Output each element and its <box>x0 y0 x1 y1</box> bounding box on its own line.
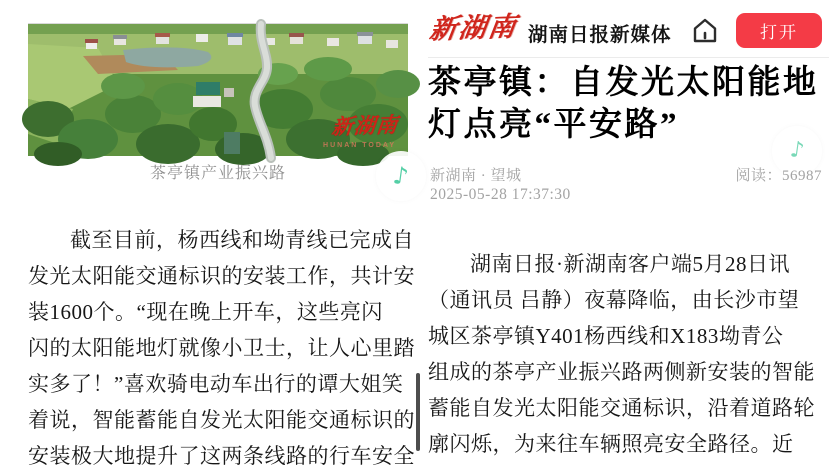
body-line: 闪的太阳能地灯就像小卫士，让人心里踏 <box>28 336 415 360</box>
music-note-icon: ♪ <box>788 137 806 164</box>
body-line: （通讯员 吕静）夜幕降临，由长沙市望 <box>428 288 800 312</box>
photo-watermark-subtext: HUNAN TODAY <box>323 142 396 149</box>
body-line: 组成的茶亭产业振兴路两侧新安装的智能 <box>428 360 815 384</box>
brand-name: 湖南日报新媒体 <box>528 25 672 46</box>
open-app-button[interactable]: 打开 <box>736 13 822 48</box>
body-line: 廓闪烁，为来往车辆照亮安全路径。近 <box>428 432 794 456</box>
title-line: 灯点亮“平安路” <box>428 107 679 143</box>
article-photo <box>28 23 408 155</box>
article-source: 新湖南 · 望城 <box>430 168 522 184</box>
body-line: 装1600个。“现在晚上开车，这些亮闪 <box>28 300 383 324</box>
xinhunan-logo[interactable]: 新湖南 <box>427 11 520 45</box>
article-datetime: 2025-05-28 17:37:30 <box>430 186 571 203</box>
floating-music-note-bubble <box>376 151 426 201</box>
body-line: 湖南日报·新湖南客户端5月28日讯 <box>470 252 790 276</box>
scroll-indicator-bar[interactable] <box>416 373 420 451</box>
read-count: 阅读：56987 <box>735 168 822 184</box>
body-line: 发光太阳能交通标识的安装工作，共计安 <box>28 264 415 288</box>
photo-caption: 茶亭镇产业振兴路 <box>149 165 286 182</box>
body-line: 城区茶亭镇Y401杨西线和X183坳青公 <box>428 324 784 348</box>
title-line: 茶亭镇：自发光太阳能地 <box>428 65 819 101</box>
article-column-right <box>428 246 826 456</box>
body-line: 着说，智能蓄能自发光太阳能交通标识的 <box>28 408 415 432</box>
body-line: 蓄能自发光太阳能交通标识，沿着道路轮 <box>428 396 815 420</box>
home-icon <box>690 16 720 46</box>
body-line: 实多了！”喜欢骑电动车出行的谭大姐笑 <box>28 372 404 396</box>
header-divider <box>428 57 829 58</box>
music-note-icon: ♪ <box>391 161 411 191</box>
article-meta-row <box>430 164 822 185</box>
article-column-left <box>28 222 415 468</box>
body-line: 截至目前，杨西线和坳青线已完成自 <box>70 228 414 252</box>
article-title <box>428 62 828 146</box>
home-button[interactable] <box>690 16 720 46</box>
photo-watermark-logo: 新湖南 <box>330 112 400 140</box>
body-line: 安装极大地提升了这两条线路的行车安全 <box>28 444 415 468</box>
